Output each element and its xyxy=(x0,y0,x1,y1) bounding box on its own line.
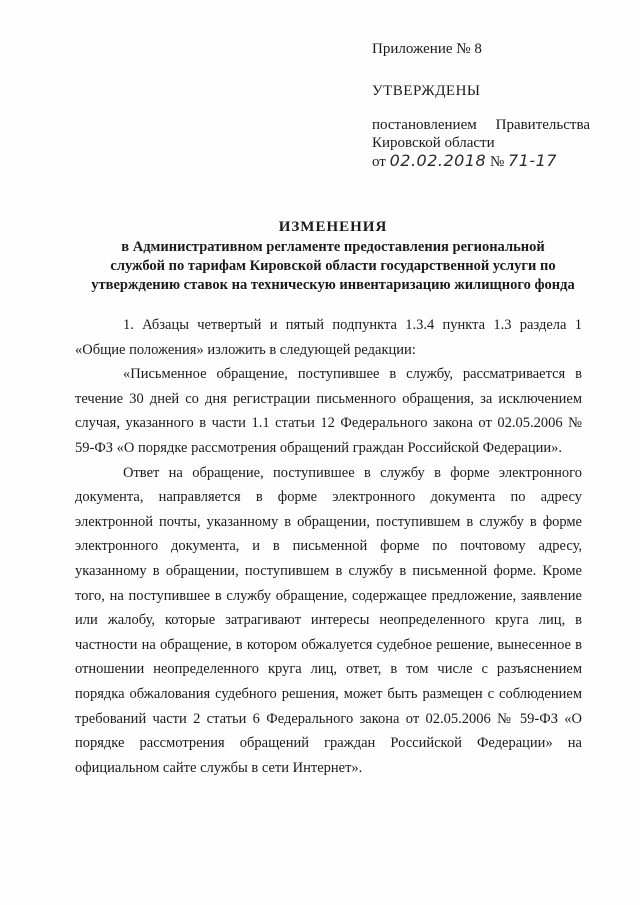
approval-block xyxy=(372,40,590,171)
approved-label: УТВЕРЖДЕНЫ xyxy=(372,83,481,99)
title-line-3: утверждению ставок на техническую инвентаризацию жилищного фонда xyxy=(91,277,575,293)
document-title xyxy=(70,218,596,295)
region-line: Кировской области xyxy=(372,135,495,151)
title-line-1: в Административном регламенте предоставления региональной xyxy=(121,239,545,255)
title-heading: ИЗМЕНЕНИЯ xyxy=(278,219,388,235)
date-line xyxy=(372,152,590,171)
document-body xyxy=(75,313,582,780)
date-prefix: от xyxy=(372,154,386,170)
paragraph-3: Ответ на обращение, поступившее в службу в форме электронного документа, направляется в форме электронного документа по адресу электронной почты, указанному в обращении, поступившем в службу в форме электронного документа, и в письменной форме по почтовому адресу, указанному в обращении, поступившем в службу в письменной форме. Кроме того, на поступившее в службу обращение, содержащее предложение, заявление или жалобу, которые затрагивают интересы неопределенного круга лиц, в частности на обращение, в котором обжалуется судебное решение, вынесенное в отношении неопределенного круга лиц, ответ, в том числе с разъяснением порядка обжалования судебного решения, может быть размещен с соблюдением требований части 2 статьи 6 Федерального закона от 02.05.2006 № 59-ФЗ «О порядке рассмотрения обращений граждан Российской Федерации» на официальном сайте службы в сети Интернет». xyxy=(75,464,582,776)
handwritten-number: 71-17 xyxy=(508,151,558,170)
paragraph-2: «Письменное обращение, поступившее в службу, рассматривается в течение 30 дней со дня регистрации письменного обращения, за исключением случая, указанного в части 1.1 статьи 12 Федерального закона от 02.05.2006 № 59-ФЗ «О порядке рассмотрения обращений граждан Российской Федерации». xyxy=(75,366,582,456)
handwritten-date: 02.02.2018 xyxy=(389,151,487,170)
number-prefix: № xyxy=(489,154,505,170)
paragraph-1: 1. Абзацы четвертый и пятый подпункта 1.3.4 пункта 1.3 раздела 1 «Общие положения» изложить в следующей редакции: xyxy=(75,317,582,358)
title-line-2: службой по тарифам Кировской области государственной услуги по xyxy=(110,258,556,274)
appendix-label: Приложение № 8 xyxy=(372,41,482,57)
decree-line: постановлением Правительства xyxy=(372,117,590,133)
